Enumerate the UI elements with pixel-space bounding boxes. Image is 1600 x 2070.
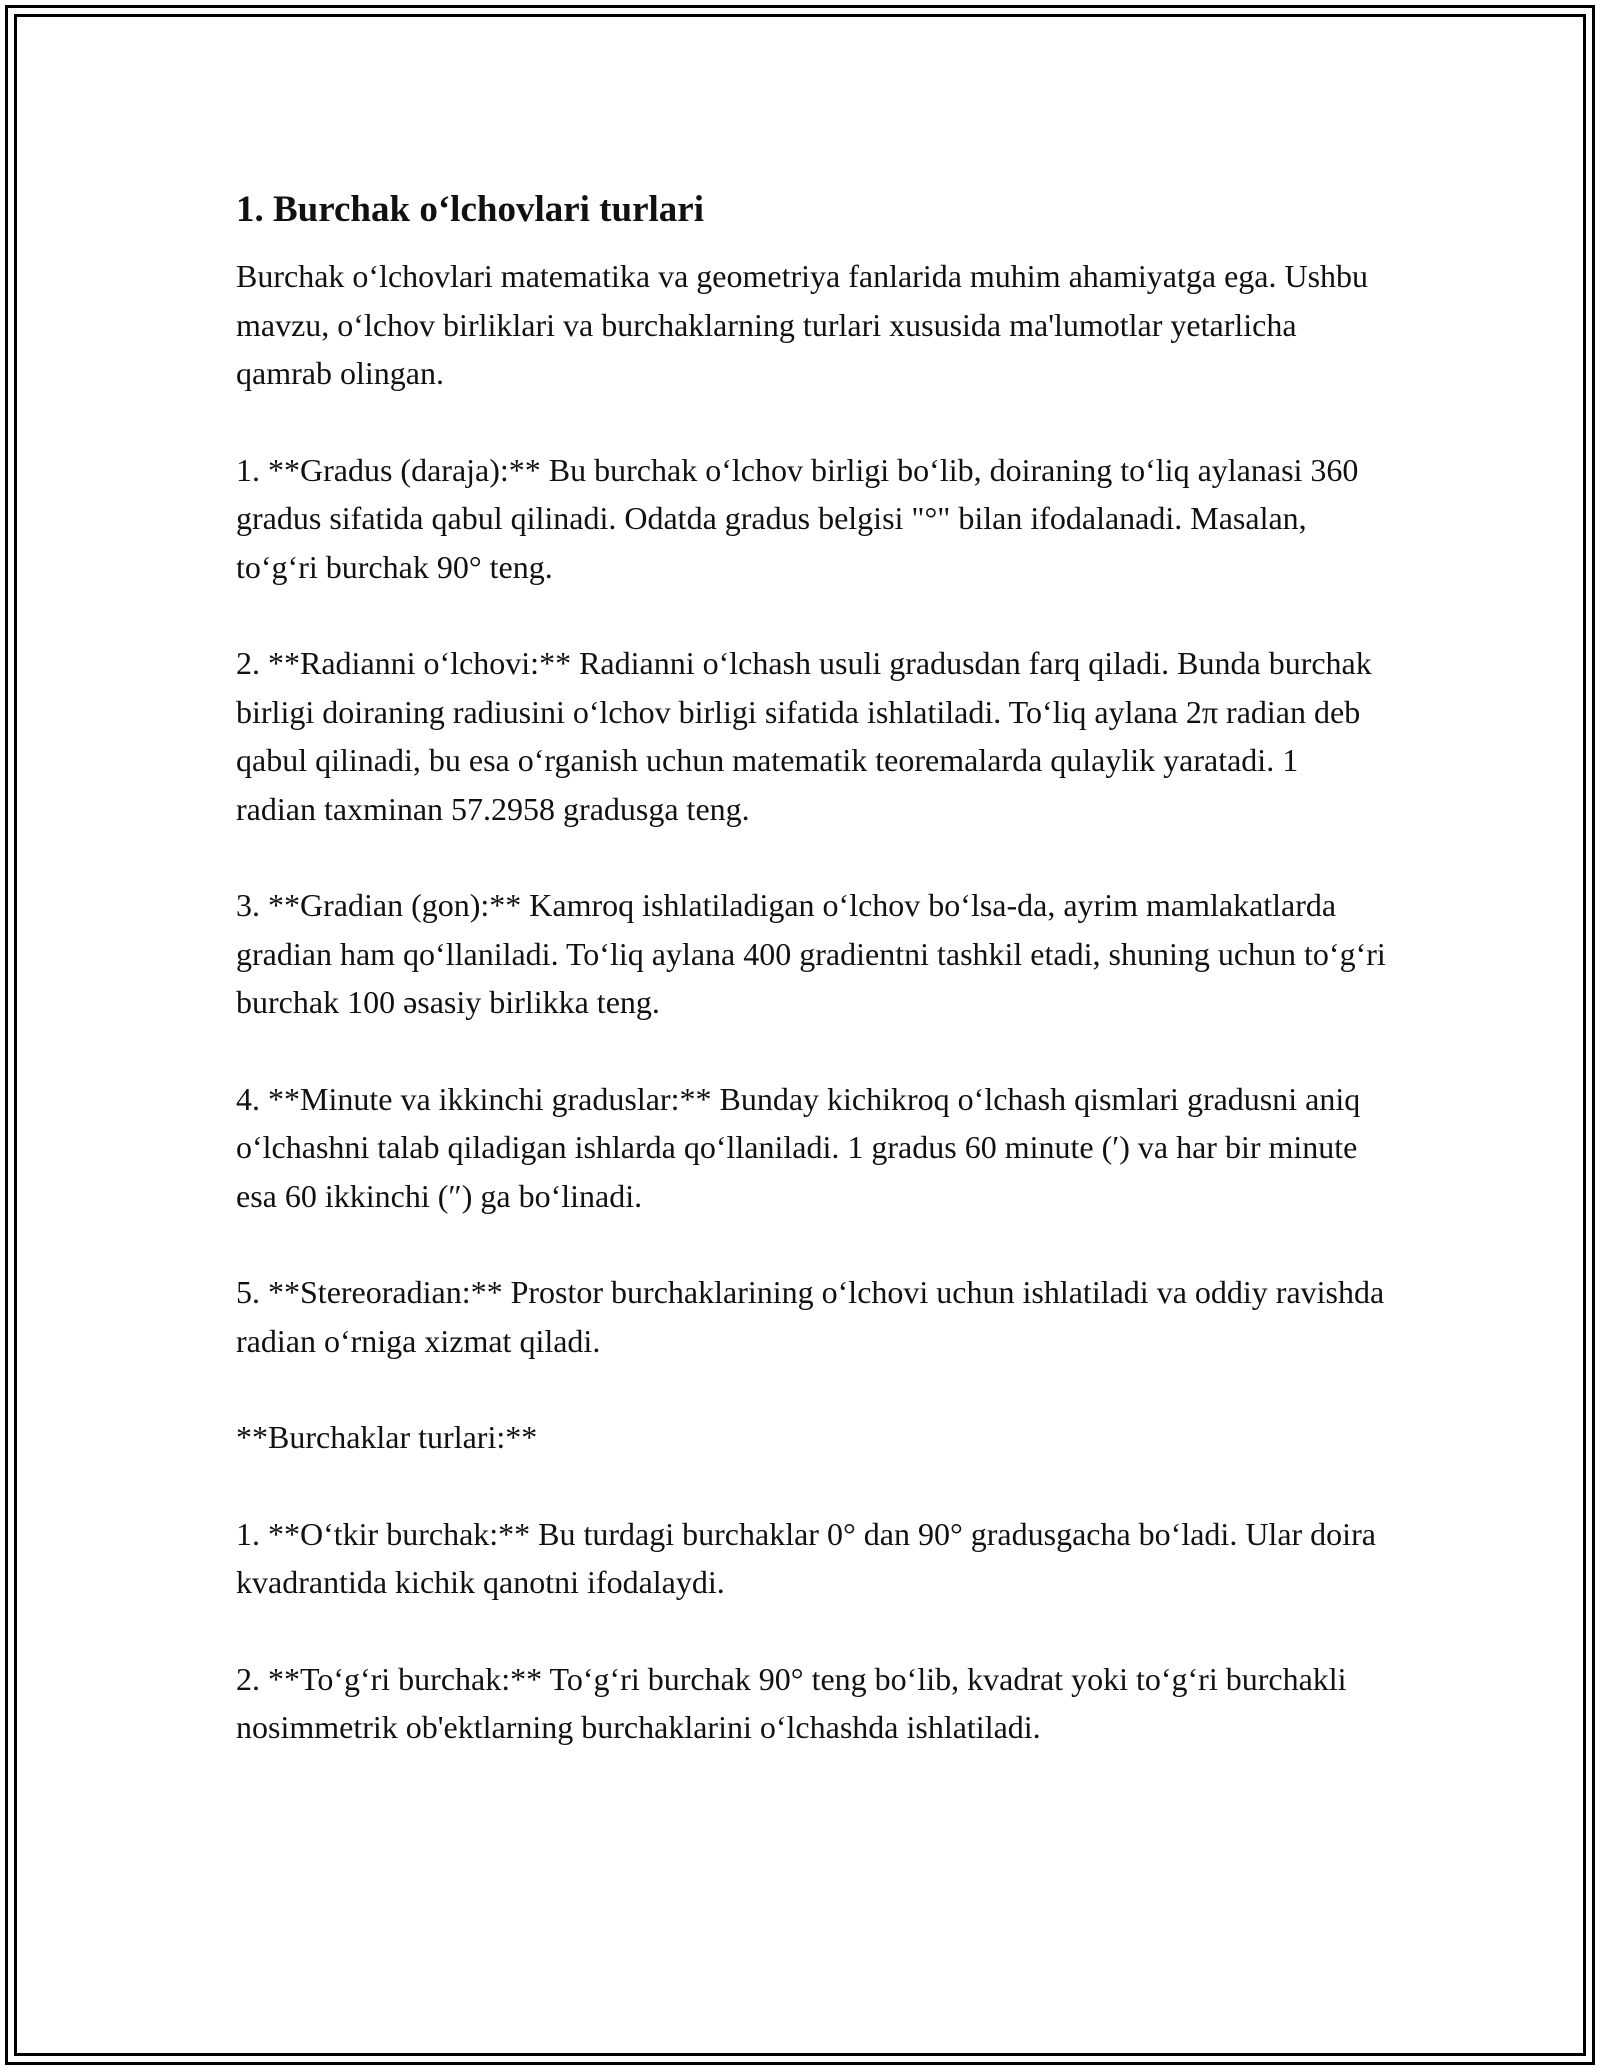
document-body xyxy=(236,186,1386,1800)
paragraph-stereoradian: 5. **Stereoradian:** Prostor burchaklarining o‘lchovi uchun ishlatiladi va oddiy ravishda radian o‘rniga xizmat qiladi. xyxy=(236,1274,1385,1359)
paragraph-gradian: 3. **Gradian (gon):** Kamroq ishlatiladigan o‘lchov bo‘lsa-da, ayrim mamlakatlarda gradian ham qo‘llaniladi. To‘liq aylana 400 gradientni tashkil etadi, shuning uchun to‘g‘ri burchak 100 əsasiy birlikka teng. xyxy=(236,887,1386,1020)
paragraph-minute: 4. **Minute va ikkinchi graduslar:** Bunday kichikroq o‘lchash qismlari gradusni aniq o‘lchashni talab qiladigan ishlarda qo‘llaniladi. 1 gradus 60 minute (′) va har bir minute esa 60 ikkinchi (″) ga bo‘linadi. xyxy=(236,1080,1361,1214)
page-title: 1. Burchak o‘lchovlari turlari xyxy=(236,189,704,230)
paragraph-gradus: 1. **Gradus (daraja):** Bu burchak o‘lchov birligi bo‘lib, doiraning to‘liq aylanasi 360 gradus sifatida qabul qilinadi. Odatda gradus belgisi "°" bilan ifodalanadi. Masalan, to‘g‘ri burchak 90° teng. xyxy=(236,451,1359,585)
section-heading-angle-types: **Burchaklar turlari:** xyxy=(236,1419,538,1455)
paragraph-right-angle: 2. **To‘g‘ri burchak:** To‘g‘ri burchak 90° teng bo‘lib, kvadrat yoki to‘g‘ri burchakli nosimmetrik ob'ektlarning burchaklarini o‘lchashda ishlatiladi. xyxy=(236,1660,1347,1745)
paragraph-radian: 2. **Radianni o‘lchovi:** Radianni o‘lchash usuli gradusdan farq qiladi. Bunda burchak birligi doiraning radiusini o‘lchov birligi sifatida ishlatiladi. To‘liq aylana 2π radian deb qabul qilinadi, bu esa o‘rganish uchun matematik teoremalarda qulaylik yaratadi. 1 radian taxminan 57.2958 gradusga teng. xyxy=(236,645,1372,827)
paragraph-acute-angle: 1. **O‘tkir burchak:** Bu turdagi burchaklar 0° dan 90° gradusgacha bo‘ladi. Ular doira kvadrantida kichik qanotni ifodalaydi. xyxy=(236,1515,1376,1600)
intro-paragraph: Burchak o‘lchovlari matematika va geometriya fanlarida muhim ahamiyatga ega. Ushbu mavzu, o‘lchov birliklari va burchaklarning turlari xususida ma'lumotlar yetarlicha qamrab olingan. xyxy=(236,258,1369,391)
